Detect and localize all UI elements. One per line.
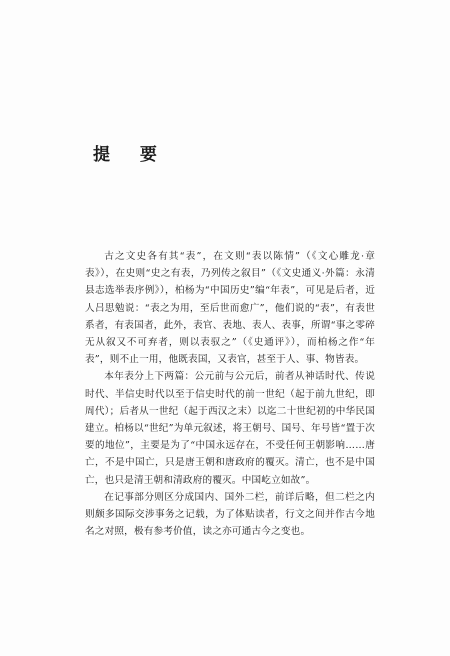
page-title: 提 要 xyxy=(93,145,169,165)
paragraph-2: 本年表分上下两篇：公元前与公元后，前者从神话时代、传说时代、半信史时代以至于信史时代的前一世纪（起于前九世纪，即周代）；后者从一世纪（起于西汉之末）以迄二十世纪初的中华民国建立。柏杨以“世纪”为单元叙述，将王朝号、国号、年号皆“置于次要的地位”，主要是为了“中国永远存在，不受任何王朝影响……唐亡，不是中国亡，只是唐王朝和唐政府的覆灭。清亡，也不是中国亡，也只是清王朝和清政府的覆灭。中国屹立如故”。 xyxy=(85,371,375,486)
paragraph-3: 在记事部分则区分成国内、国外二栏，前详后略，但二栏之内则颇多国际交涉事务之记载，为了体贴读者，行文之间并作古今地名之对照，极有参考价值，读之亦可通古今之变也。 xyxy=(85,491,375,538)
paragraph-1: 古之文史各有其“表”，在文则“表以陈情”（《文心雕龙·章表》），在史则“史之有表，乃列传之叙目”（《文史通义·外篇：永清县志选举表序例》），柏杨为“中国历史”编“年表”，可见是后者，近人吕思勉说：“表之为用，至后世而愈广”，他们说的“表”，有表世系者，有表国者，此外，表官、表地、表人、表事，所谓“事之零碎无从叙又不可弃者，则以表驭之”（《史通评》），而柏杨之作“年表”，则不止一用，他既表国，又表官，甚至于人、事、物皆表。 xyxy=(85,251,375,366)
body-text xyxy=(85,248,375,540)
